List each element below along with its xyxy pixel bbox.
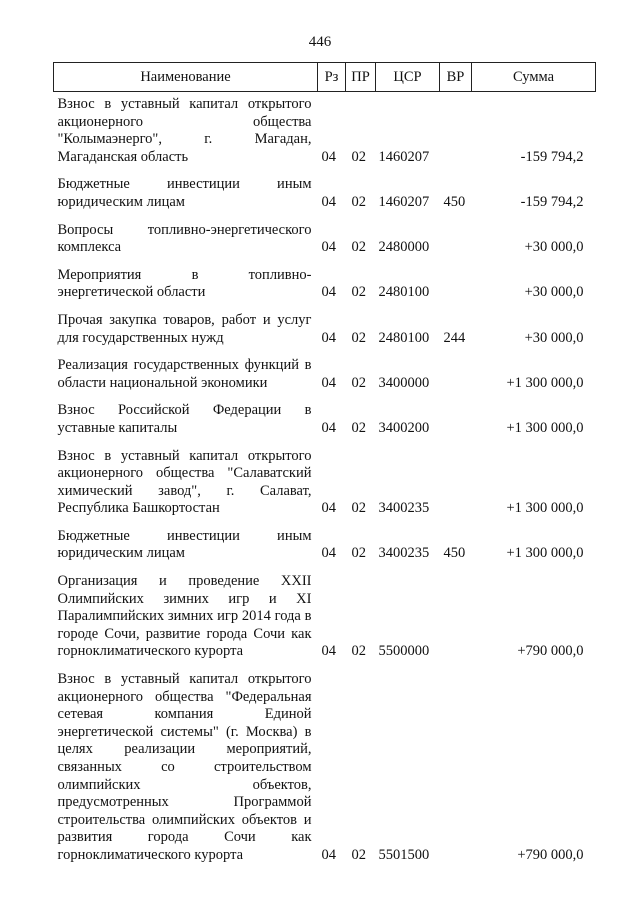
cell-name: Реализация государственных функций в области национальной экономики [57, 357, 312, 391]
cell-pr: 02 [351, 239, 366, 256]
table-row [54, 402, 596, 447]
cell-pr: 02 [351, 846, 366, 863]
cell-name: Взнос в уставный капитал открытого акционерного общества "Федеральная сетевая компания Единой энергетической системы" (г. Москва) в целях реализации мероприятий, связанных со строительством олимпийских объектов, предусмотренных Программой строительства олимпийских объектов и развития города Сочи как горноклиматического курорта [57, 671, 312, 863]
cell-rz: 04 [321, 329, 336, 346]
cell-csr: 5500000 [378, 643, 430, 660]
cell-pr: 02 [351, 193, 366, 210]
cell-name: Бюджетные инвестиции иным юридическим лицам [57, 527, 312, 562]
cell-name: Мероприятия в топливно-энергетической области [57, 266, 312, 301]
header-name: Наименование [54, 63, 318, 92]
page-number: 446 [308, 34, 332, 50]
cell-rz: 04 [321, 643, 336, 660]
cell-vr [440, 671, 472, 875]
cell-csr: 1460207 [378, 193, 430, 210]
cell-rz: 04 [321, 500, 336, 517]
table-row [54, 92, 596, 177]
header-vr: ВР [440, 63, 472, 92]
cell-vr [440, 267, 472, 312]
cell-vr [440, 402, 472, 447]
cell-csr: 3400235 [378, 545, 430, 562]
cell-sum: +1 300 000,0 [506, 419, 584, 436]
cell-rz: 04 [321, 193, 336, 210]
cell-name: Бюджетные инвестиции иным юридическим лицам [57, 176, 312, 210]
cell-csr: 1460207 [378, 148, 430, 165]
cell-vr [440, 92, 472, 177]
cell-vr: 450 [443, 545, 466, 562]
cell-pr: 02 [351, 374, 366, 391]
cell-rz: 04 [321, 374, 336, 391]
cell-vr [440, 222, 472, 267]
header-pr: ПР [346, 63, 376, 92]
cell-csr: 2480100 [378, 284, 430, 301]
cell-pr: 02 [351, 643, 366, 660]
cell-name: Взнос в уставный капитал открытого акционерного общества "Колымаэнерго", г. Магадан, Магаданская область [57, 96, 312, 165]
header-rz: Рз [318, 63, 346, 92]
cell-sum: +30 000,0 [524, 329, 584, 346]
cell-pr: 02 [351, 419, 366, 436]
cell-sum: -159 794,2 [520, 193, 584, 210]
table-row [54, 573, 596, 671]
cell-sum: +1 300 000,0 [506, 545, 584, 562]
table-row [54, 312, 596, 357]
cell-sum: +790 000,0 [517, 846, 584, 863]
cell-pr: 02 [351, 545, 366, 562]
table-row [54, 267, 596, 312]
cell-rz: 04 [321, 419, 336, 436]
cell-name: Взнос Российской Федерации в уставные капиталы [57, 402, 312, 436]
cell-rz: 04 [321, 284, 336, 301]
cell-pr: 02 [351, 284, 366, 301]
table-row [54, 528, 596, 573]
cell-csr: 3400000 [378, 374, 430, 391]
cell-sum: -159 794,2 [520, 148, 584, 165]
cell-csr: 2480000 [378, 239, 430, 256]
cell-name: Организация и проведение XXII Олимпийских зимних игр и XI Паралимпийских зимних игр 2014 года в городе Сочи, развитие города Сочи как горноклиматического курорта [57, 573, 312, 660]
cell-vr: 450 [443, 193, 466, 210]
cell-rz: 04 [321, 239, 336, 256]
table-header [54, 63, 596, 92]
table-row [54, 176, 596, 221]
table-body [54, 92, 596, 875]
table-row [54, 448, 596, 528]
cell-sum: +30 000,0 [524, 284, 584, 301]
header-csr: ЦСР [376, 63, 440, 92]
cell-rz: 04 [321, 846, 336, 863]
cell-sum: +30 000,0 [524, 239, 584, 256]
table-row [54, 357, 596, 402]
cell-csr: 3400235 [378, 500, 430, 517]
cell-rz: 04 [321, 148, 336, 165]
cell-pr: 02 [351, 329, 366, 346]
cell-sum: +790 000,0 [517, 643, 584, 660]
cell-vr: 244 [443, 329, 466, 346]
cell-csr: 3400200 [378, 419, 430, 436]
cell-vr [440, 573, 472, 671]
cell-csr: 2480100 [378, 329, 430, 346]
cell-csr: 5501500 [378, 846, 430, 863]
cell-vr [440, 448, 472, 528]
cell-name: Взнос в уставный капитал открытого акционерного общества "Салаватский химический завод", г. Салават, Республика Башкортостан [57, 447, 312, 517]
header-sum: Сумма [472, 63, 596, 92]
cell-sum: +1 300 000,0 [506, 500, 584, 517]
cell-pr: 02 [351, 500, 366, 517]
table-row [54, 222, 596, 267]
cell-rz: 04 [321, 545, 336, 562]
budget-table [53, 62, 596, 875]
cell-name: Вопросы топливно-энергетического комплекса [57, 221, 312, 256]
cell-pr: 02 [351, 148, 366, 165]
cell-vr [440, 357, 472, 402]
cell-name: Прочая закупка товаров, работ и услуг для государственных нужд [57, 311, 312, 346]
table-row [54, 671, 596, 875]
cell-sum: +1 300 000,0 [506, 374, 584, 391]
